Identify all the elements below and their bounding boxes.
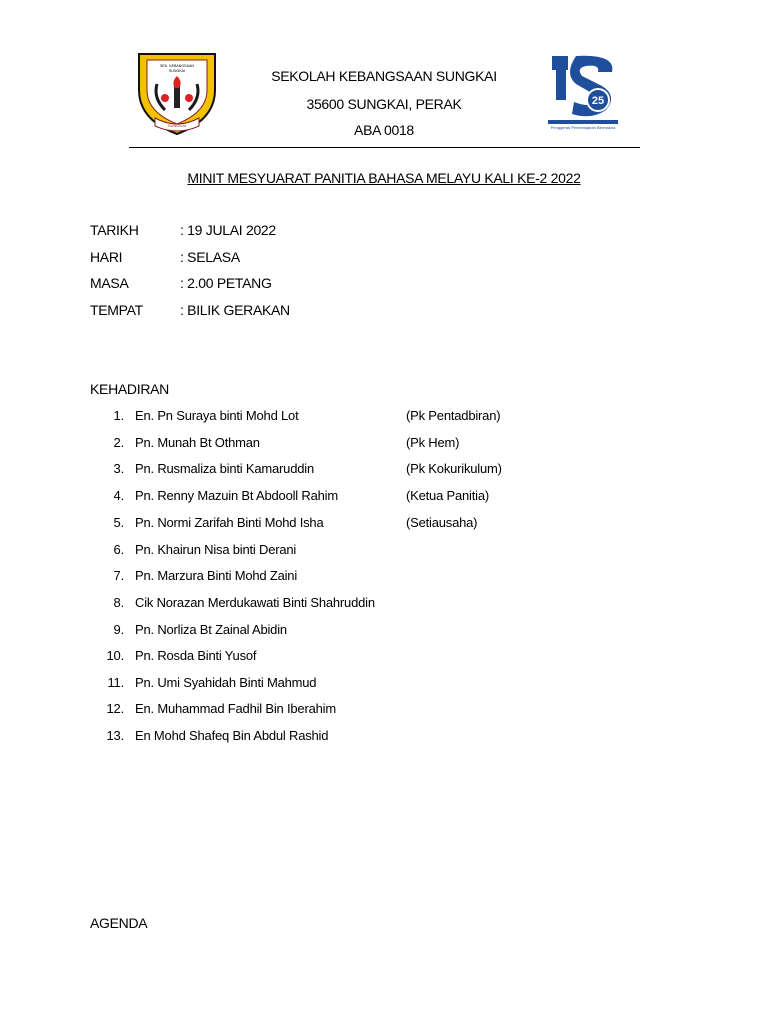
attendance-number: 8. (113, 595, 124, 610)
attendance-number: 11. (107, 675, 124, 690)
attendance-item (0, 542, 768, 560)
attendance-item (0, 488, 768, 506)
attendance-item (0, 728, 768, 746)
date-value: : 19 JULAI 2022 (180, 222, 276, 238)
attendance-item (0, 515, 768, 533)
time-value: : 2.00 PETANG (180, 275, 272, 291)
attendance-item (0, 568, 768, 586)
attendance-item (0, 595, 768, 613)
attendance-name: Pn. Rosda Binti Yusof (135, 648, 257, 663)
attendance-item (0, 701, 768, 719)
document-title: MINIT MESYUARAT PANITIA BAHASA MELAYU KALI KE-2 2022 (187, 170, 581, 186)
logo-tagline: Penggerak Pembelajaran Bermakna (550, 125, 616, 130)
attendance-number: 6. (113, 542, 124, 557)
crest-text-middle: SUNGKAI (168, 69, 186, 73)
day-value: : SELASA (180, 249, 240, 265)
attendance-item (0, 408, 768, 426)
attendance-number: 12. (106, 701, 124, 716)
school-code: ABA 0018 (354, 122, 414, 138)
school-address: 35600 SUNGKAI, PERAK (306, 96, 462, 112)
attendance-name: Pn. Rusmaliza binti Kamaruddin (135, 461, 314, 476)
place-label: TEMPAT (90, 302, 143, 318)
attendance-number: 13. (106, 728, 124, 743)
attendance-name: En. Pn Suraya binti Mohd Lot (135, 408, 299, 423)
attendance-name: Cik Norazan Merdukawati Binti Shahruddin (135, 595, 375, 610)
attendance-item (0, 648, 768, 666)
attendance-name: Pn. Munah Bt Othman (135, 435, 260, 450)
agenda-heading: AGENDA (90, 915, 148, 931)
attendance-number: 2. (113, 435, 124, 450)
attendance-number: 3. (113, 461, 124, 476)
header-divider (129, 147, 640, 148)
attendance-role: (Pk Hem) (406, 435, 460, 450)
attendance-name: Pn. Renny Mazuin Bt Abdooll Rahim (135, 488, 338, 503)
attendance-item (0, 675, 768, 693)
attendance-number: 10. (106, 648, 124, 663)
time-label: MASA (90, 275, 129, 291)
attendance-name: En Mohd Shafeq Bin Abdul Rashid (135, 728, 329, 743)
attendance-name: Pn. Khairun Nisa binti Derani (135, 542, 297, 557)
attendance-role: (Pk Kokurikulum) (406, 461, 502, 476)
attendance-role: (Setiausaha) (406, 515, 478, 530)
attendance-name: En. Muhammad Fadhil Bin Iberahim (135, 701, 336, 716)
program-logo (546, 50, 620, 130)
day-label: HARI (90, 249, 123, 265)
place-value: : BILIK GERAKAN (180, 302, 290, 318)
attendance-number: 9. (113, 622, 124, 637)
attendance-name: Pn. Marzura Binti Mohd Zaini (135, 568, 298, 583)
crest-text-bottom: SUNGKAI (167, 123, 187, 128)
attendance-number: 5. (113, 515, 124, 530)
attendance-item (0, 435, 768, 453)
attendance-item (0, 461, 768, 479)
attendance-heading: KEHADIRAN (90, 381, 169, 397)
attendance-number: 4. (113, 488, 124, 503)
school-name: SEKOLAH KEBANGSAAN SUNGKAI (271, 68, 497, 84)
crest-text-top: SEK. KEBANGSAAN (160, 64, 194, 68)
date-label: TARIKH (90, 222, 139, 238)
attendance-item (0, 622, 768, 640)
attendance-name: Pn. Norliza Bt Zainal Abidin (135, 622, 287, 637)
attendance-number: 7. (113, 568, 124, 583)
attendance-name: Pn. Normi Zarifah Binti Mohd Isha (135, 515, 324, 530)
attendance-role: (Pk Pentadbiran) (406, 408, 501, 423)
logo-number: 25 (591, 95, 605, 107)
attendance-number: 1. (113, 408, 124, 423)
attendance-role: (Ketua Panitia) (406, 488, 489, 503)
attendance-name: Pn. Umi Syahidah Binti Mahmud (135, 675, 317, 690)
